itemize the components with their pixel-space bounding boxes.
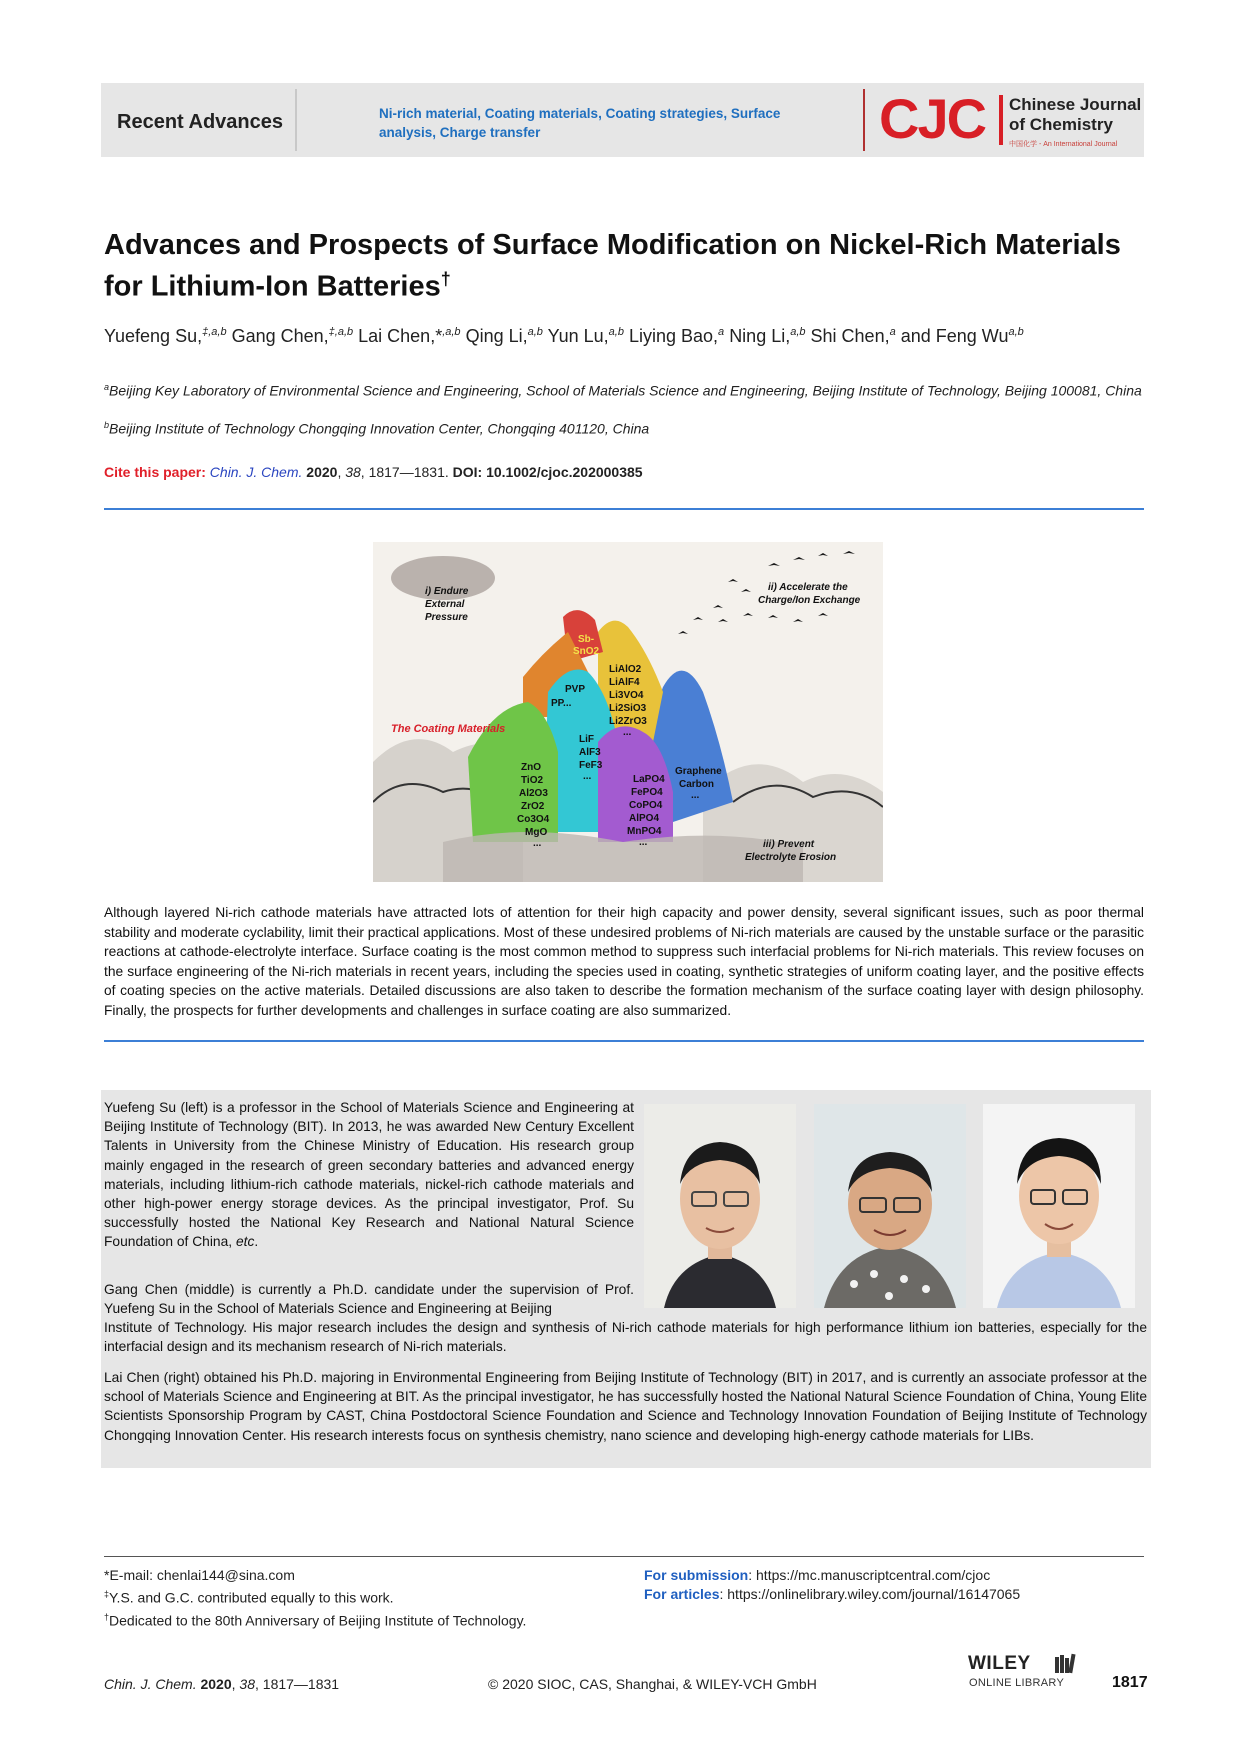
section-label: Recent Advances xyxy=(117,111,283,133)
mat-label: ZnO xyxy=(521,762,541,773)
mat-label: Al2O3 xyxy=(519,788,548,799)
footer-journal: Chin. J. Chem. xyxy=(104,1676,197,1692)
author: and Feng Wu xyxy=(900,326,1009,346)
bio-chen-gang-start: Gang Chen (middle) is currently a Ph.D. candidate under the supervision of Prof. Yuefeng Su in the School of Materials Science and Engineering at Beijing xyxy=(104,1282,634,1317)
label-pressure-3: Pressure xyxy=(425,612,468,623)
articles-label: For articles xyxy=(644,1586,720,1602)
copyright: © 2020 SIOC, CAS, Shanghai, & WILEY-VCH GmbH xyxy=(488,1676,817,1692)
header-divider xyxy=(295,89,297,151)
author-affil: a,b xyxy=(527,326,543,338)
bio-chen-gang-end: Institute of Technology. His major research includes the design and synthesis of Ni-rich cathode materials for high performance lithium ion batteries, especially for the interfacial design and its mechanism research of Ni-rich materials. xyxy=(104,1320,1147,1355)
cite-journal[interactable]: Chin. J. Chem. xyxy=(209,464,303,480)
divider xyxy=(104,508,1144,510)
mat-label: SnO2 xyxy=(573,646,600,657)
cite-doi[interactable]: DOI: 10.1002/cjoc.202000385 xyxy=(452,464,643,480)
mat-label: TiO2 xyxy=(521,775,544,786)
author: Ning Li, xyxy=(729,326,791,346)
author-list xyxy=(104,326,1144,347)
footer-citation: Chin. J. Chem. 2020, 38, 1817—1831 xyxy=(104,1676,340,1692)
logo-bar xyxy=(999,95,1003,145)
bio-su-text: Yuefeng Su (left) is a professor in the School of Materials Science and Engineering at Beijing Institute of Technology (BIT). In 2013, he was awarded New Century Excellent Talents in University from the Chinese Ministry of Education. His research group mainly engaged in the research of green secondary batteries and advanced energy materials, including lithium-rich cathode materials, nickel-rich cathode materials and other high-power energy storage devices. As the principal investigator, Prof. Su successfully hosted the National Key Research and National Natural Science Foundation of China, xyxy=(104,1100,634,1250)
mat-label: CoPO4 xyxy=(629,800,663,811)
author: Liying Bao, xyxy=(628,326,719,346)
footnote-dedication-text: Dedicated to the 80th Anniversary of Beijing Institute of Technology. xyxy=(109,1612,527,1629)
journal-tagline: 中国化学 - An International Journal xyxy=(1009,141,1118,148)
label-erosion-1: iii) Prevent xyxy=(763,839,815,850)
mat-label: Li3VO4 xyxy=(609,690,644,701)
mat-label: MgO xyxy=(525,827,548,838)
photo-middle xyxy=(814,1104,966,1308)
author-affil: ,a,b xyxy=(442,326,461,338)
abstract: Although layered Ni-rich cathode materials have attracted lots of attention for their high capacity and power density, several significant issues, such as poor thermal stability and moderate cyclability, limit their practical applications. Most of these undesired problems of Ni-rich materials are caused by the unstable surface or the parasitic reactions at cathode-electrolyte interface. Surface coating is the most common method to suppress such interfacial problems for Ni-rich materials. This review focuses on the surface engineering of the Ni-rich materials in recent years, including the species used in coating, synthetic strategies of uniform coating layer, and the positive effects of coating species on the active materials. Detailed discussions are also taken to describe the formation mechanism of the surface coating layer with design philosophy. Finally, the prospects for further developments and challenges in surface coating are also summarized. xyxy=(104,905,1144,1018)
mat-label: AlF3 xyxy=(579,747,601,758)
author: Lai Chen,* xyxy=(358,326,443,346)
mat-label: Li2ZrO3 xyxy=(609,716,647,727)
affil-mark: b xyxy=(104,420,110,430)
title-dagger: † xyxy=(440,269,451,289)
submission-link[interactable]: : https://mc.manuscriptcentral.com/cjoc xyxy=(748,1567,991,1583)
label-exchange-1: ii) Accelerate the xyxy=(768,582,848,593)
author-affil: a xyxy=(889,326,896,338)
author: Qing Li, xyxy=(465,326,528,346)
mat-label: LiAlO2 xyxy=(609,664,642,675)
author: Gang Chen, xyxy=(231,326,329,346)
mat-label: ... xyxy=(623,727,632,738)
cjc-logo-letters: CJC xyxy=(879,87,986,150)
mat-label: FePO4 xyxy=(631,787,663,798)
affil-mark: a xyxy=(104,382,110,392)
affiliation-b xyxy=(104,416,1144,439)
photo-left xyxy=(644,1104,796,1308)
articles-link[interactable]: : https://onlinelibrary.wiley.com/journal/16147065 xyxy=(719,1586,1021,1602)
journal-name xyxy=(1009,95,1159,135)
author: Shi Chen, xyxy=(810,326,890,346)
footnote-rule xyxy=(104,1556,1144,1557)
mat-label: FeF3 xyxy=(579,760,603,771)
mat-label: Graphene xyxy=(675,766,722,777)
photo-right xyxy=(983,1104,1135,1308)
author-affil: a xyxy=(718,326,725,338)
graphical-abstract xyxy=(373,542,883,882)
author-biographies xyxy=(101,1090,1151,1468)
paper-title-text: Advances and Prospects of Surface Modification on Nickel-Rich Materials for Lithium-Ion Batteries xyxy=(104,229,1121,303)
cite-pages: , 1817—1831. xyxy=(360,464,449,480)
label-erosion-2: Electrolyte Erosion xyxy=(745,852,837,863)
mat-label: LiF xyxy=(579,734,594,745)
mat-label: LiAlF4 xyxy=(609,677,640,688)
footnote-equal-text: Y.S. and G.C. contributed equally to this work. xyxy=(109,1589,394,1606)
author-affil: a,b xyxy=(790,326,806,338)
label-exchange-2: Charge/Ion Exchange xyxy=(758,595,861,606)
journal-name-line2: of Chemistry xyxy=(1009,115,1113,134)
mat-label: Li2SiO3 xyxy=(609,703,647,714)
mat-label: ZrO2 xyxy=(521,801,545,812)
affil-text: Beijing Institute of Technology Chongqing Innovation Center, Chongqing 401120, China xyxy=(109,420,650,437)
wiley-wordmark: WILEY xyxy=(968,1653,1031,1674)
footnote-email[interactable]: *E-mail: chenlai144@sina.com xyxy=(104,1567,295,1583)
author-affil: ‡,a,b xyxy=(202,326,227,338)
author-affil: a,b xyxy=(1008,326,1024,338)
affiliation-a xyxy=(104,378,1144,401)
journal-name-line1: Chinese Journal xyxy=(1009,95,1142,114)
affil-text: Beijing Key Laboratory of Environmental Science and Engineering, School of Materials Science and Engineering, Beijing Institute of Technology, Beijing 100081, China xyxy=(109,382,1142,399)
label-pressure-1: i) Endure xyxy=(425,586,469,597)
mat-label: MnPO4 xyxy=(627,826,662,837)
label-pressure-2: External xyxy=(425,599,465,610)
mat-label: Co3O4 xyxy=(517,814,550,825)
page-number: 1817 xyxy=(1112,1674,1148,1691)
mat-label: ... xyxy=(533,838,542,849)
journal-links xyxy=(644,1566,1020,1604)
footer-pages: , 1817—1831 xyxy=(255,1676,340,1692)
cite-volume: 38 xyxy=(345,464,361,480)
mat-label: ... xyxy=(639,837,648,848)
mat-label: AlPO4 xyxy=(629,813,660,824)
header-divider xyxy=(863,89,865,151)
citation: Cite this paper: Chin. J. Chem. 2020, 38, 1817—1831. DOI: 10.1002/cjoc.202000385 xyxy=(104,464,643,480)
footnotes xyxy=(104,1566,526,1630)
mat-label: PP... xyxy=(551,698,572,709)
author: Yuefeng Su, xyxy=(104,326,203,346)
footnote-equal xyxy=(104,1585,526,1608)
author-affil: a,b xyxy=(608,326,624,338)
mat-label: Sb- xyxy=(578,634,595,645)
wiley-logo xyxy=(968,1653,1078,1693)
footnote-dedication xyxy=(104,1608,526,1631)
submission-label: For submission xyxy=(644,1567,749,1583)
equal-mark: ‡ xyxy=(104,1589,110,1599)
cite-label: Cite this paper: xyxy=(104,464,206,480)
author: Yun Lu, xyxy=(547,326,609,346)
footer-year: 2020 xyxy=(200,1676,232,1692)
wiley-books-icon xyxy=(1054,1653,1076,1675)
submission-line xyxy=(644,1566,1020,1585)
divider xyxy=(104,1040,1144,1042)
author-affil: ‡,a,b xyxy=(328,326,354,338)
mat-label: ... xyxy=(583,771,592,782)
bio-etc: etc xyxy=(235,1234,255,1250)
paper-title xyxy=(104,228,1144,304)
mat-label: LaPO4 xyxy=(633,774,665,785)
dedic-mark: † xyxy=(104,1611,110,1622)
bio-su: Yuefeng Su (left) is a professor in the School of Materials Science and Engineering at Beijing Institute of Technology (BIT). In 2013, he was awarded New Century Excellent Talents in University from the Chinese Ministry of Education. His research group mainly engaged in the research of green secondary batteries and advanced energy materials, including lithium-rich cathode materials, nickel-rich cathode materials and other high-power energy storage devices. As the principal investigator, Prof. Su successfully hosted the National Key Research and National Natural Science Foundation of China, etc. xyxy=(104,1100,634,1250)
keywords: Ni-rich material, Coating materials, Coating strategies, Surface analysis, Charge transfer xyxy=(379,106,781,140)
mat-label: Carbon xyxy=(679,779,714,790)
bio-chen-lai: Lai Chen (right) obtained his Ph.D. majoring in Environmental Engineering from Beijing Institute of Technology (BIT) in 2017, and is currently an associate professor at the school of Materials Science and Engineering at BIT. As the principal investigator, he has successfully hosted the National Natural Science Foundation of China, Young Elite Scientists Sponsorship Program by CAST, China Postdoctoral Science Foundation and Science and Technology Innovation Foundation of Beijing Institute of Technology Chongqing Innovation Center. His research interests focus on synthesis chemistry, nano science and developing high-energy cathode materials for LIBs. xyxy=(104,1370,1147,1443)
mat-label: ... xyxy=(691,790,700,801)
footer-volume: 38 xyxy=(239,1676,255,1692)
cite-year: 2020 xyxy=(306,464,338,480)
articles-line xyxy=(644,1585,1020,1604)
label-coating: The Coating Materials xyxy=(391,723,506,735)
journal-header xyxy=(101,83,1144,157)
wiley-subtitle: ONLINE LIBRARY xyxy=(969,1677,1065,1689)
mat-label: PVP xyxy=(565,684,586,695)
